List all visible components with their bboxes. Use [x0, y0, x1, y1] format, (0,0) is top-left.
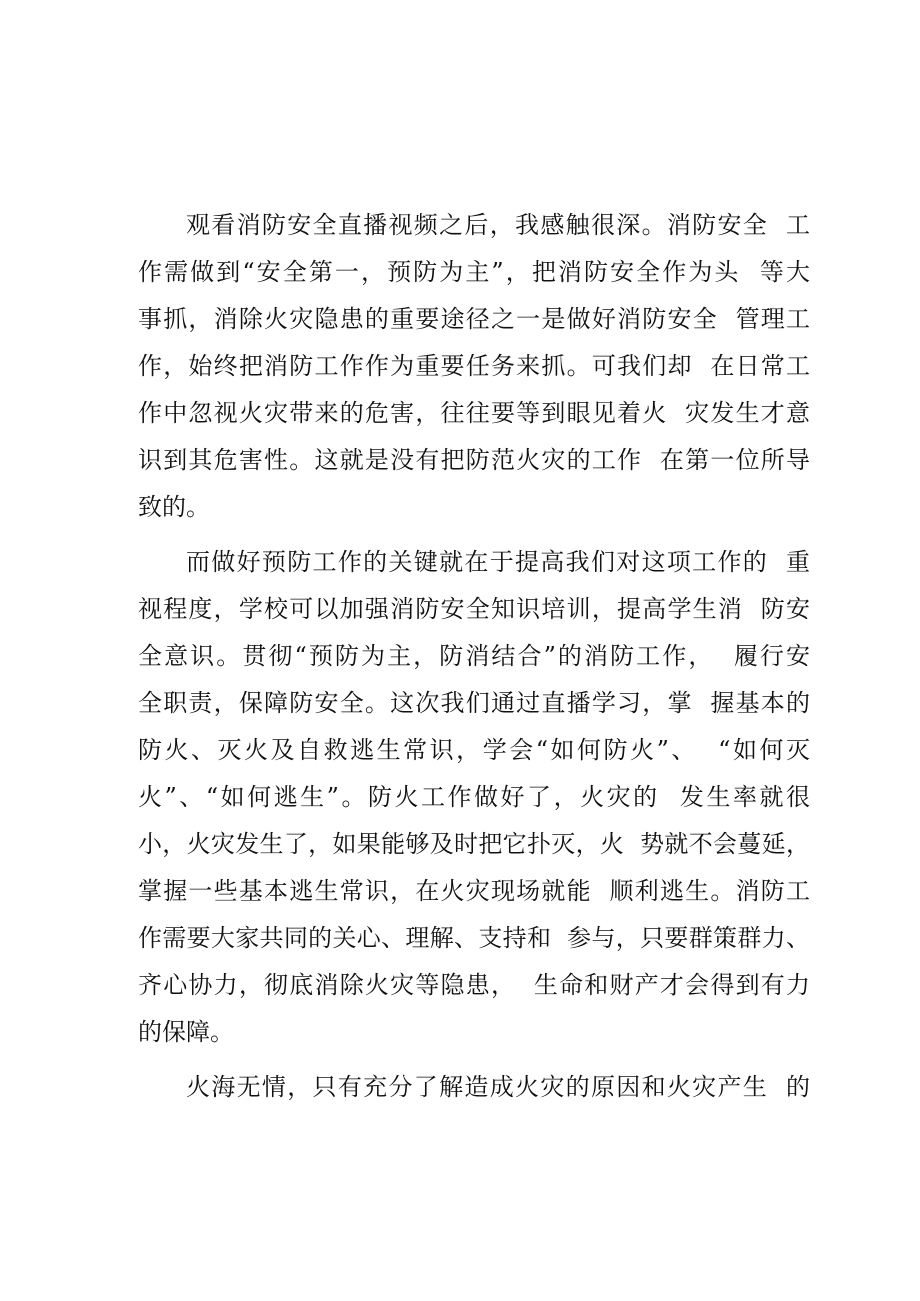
- paragraph-line: 全职责，保障防安全。这次我们通过直播学习，掌 握基本的: [138, 689, 810, 717]
- paragraph-line: 事抓，消除火灾隐患的重要途径之一是做好消防安全 管理工: [138, 305, 810, 333]
- paragraph-1: [138, 205, 810, 534]
- paragraph-line: 致的。: [138, 493, 210, 521]
- paragraph-3: [138, 1067, 810, 1114]
- paragraph-line: 作，始终把消防工作作为重要任务来抓。可我们却 在日常工: [138, 352, 810, 380]
- paragraph-line: 作中忽视火灾带来的危害，往往要等到眼见着火 灾发生才意: [138, 399, 810, 427]
- paragraph-line: 视程度，学校可以加强消防安全知识培训，提高学生消 防安: [138, 595, 810, 623]
- paragraph-line: 作需做到“安全第一，预防为主”，把消防安全作为头 等大: [138, 258, 810, 286]
- paragraph-line: 小，火灾发生了，如果能够及时把它扑灭，火 势就不会蔓延，: [138, 830, 810, 858]
- paragraph-line: 而做好预防工作的关键就在于提高我们对这项工作的 重: [186, 548, 810, 576]
- paragraph-gap: [138, 1059, 810, 1067]
- paragraph-line: 掌握一些基本逃生常识，在火灾现场就能 顺利逃生。消防工: [138, 877, 810, 905]
- paragraph-gap: [138, 534, 810, 542]
- document-body: [138, 205, 810, 1114]
- paragraph-line: 防火、灭火及自救逃生常识，学会“如何防火”、 “如何灭: [138, 736, 810, 764]
- paragraph-line: 观看消防安全直播视频之后，我感触很深。消防安全 工: [186, 211, 810, 239]
- paragraph-line: 全意识。贯彻“预防为主，防消结合”的消防工作， 履行安: [138, 642, 810, 670]
- paragraph-line: 的保障。: [138, 1018, 234, 1046]
- paragraph-2: [138, 542, 810, 1059]
- paragraph-line: 齐心协力，彻底消除火灾等隐患， 生命和财产才会得到有力: [138, 971, 810, 999]
- paragraph-line: 识到其危害性。这就是没有把防范火灾的工作 在第一位所导: [138, 446, 810, 474]
- paragraph-line: 作需要大家共同的关心、理解、支持和 参与，只要群策群力、: [138, 924, 810, 952]
- paragraph-line: 火海无情，只有充分了解造成火灾的原因和火灾产生 的: [186, 1073, 810, 1101]
- paragraph-line: 火”、“如何逃生”。防火工作做好了，火灾的 发生率就很: [138, 783, 810, 811]
